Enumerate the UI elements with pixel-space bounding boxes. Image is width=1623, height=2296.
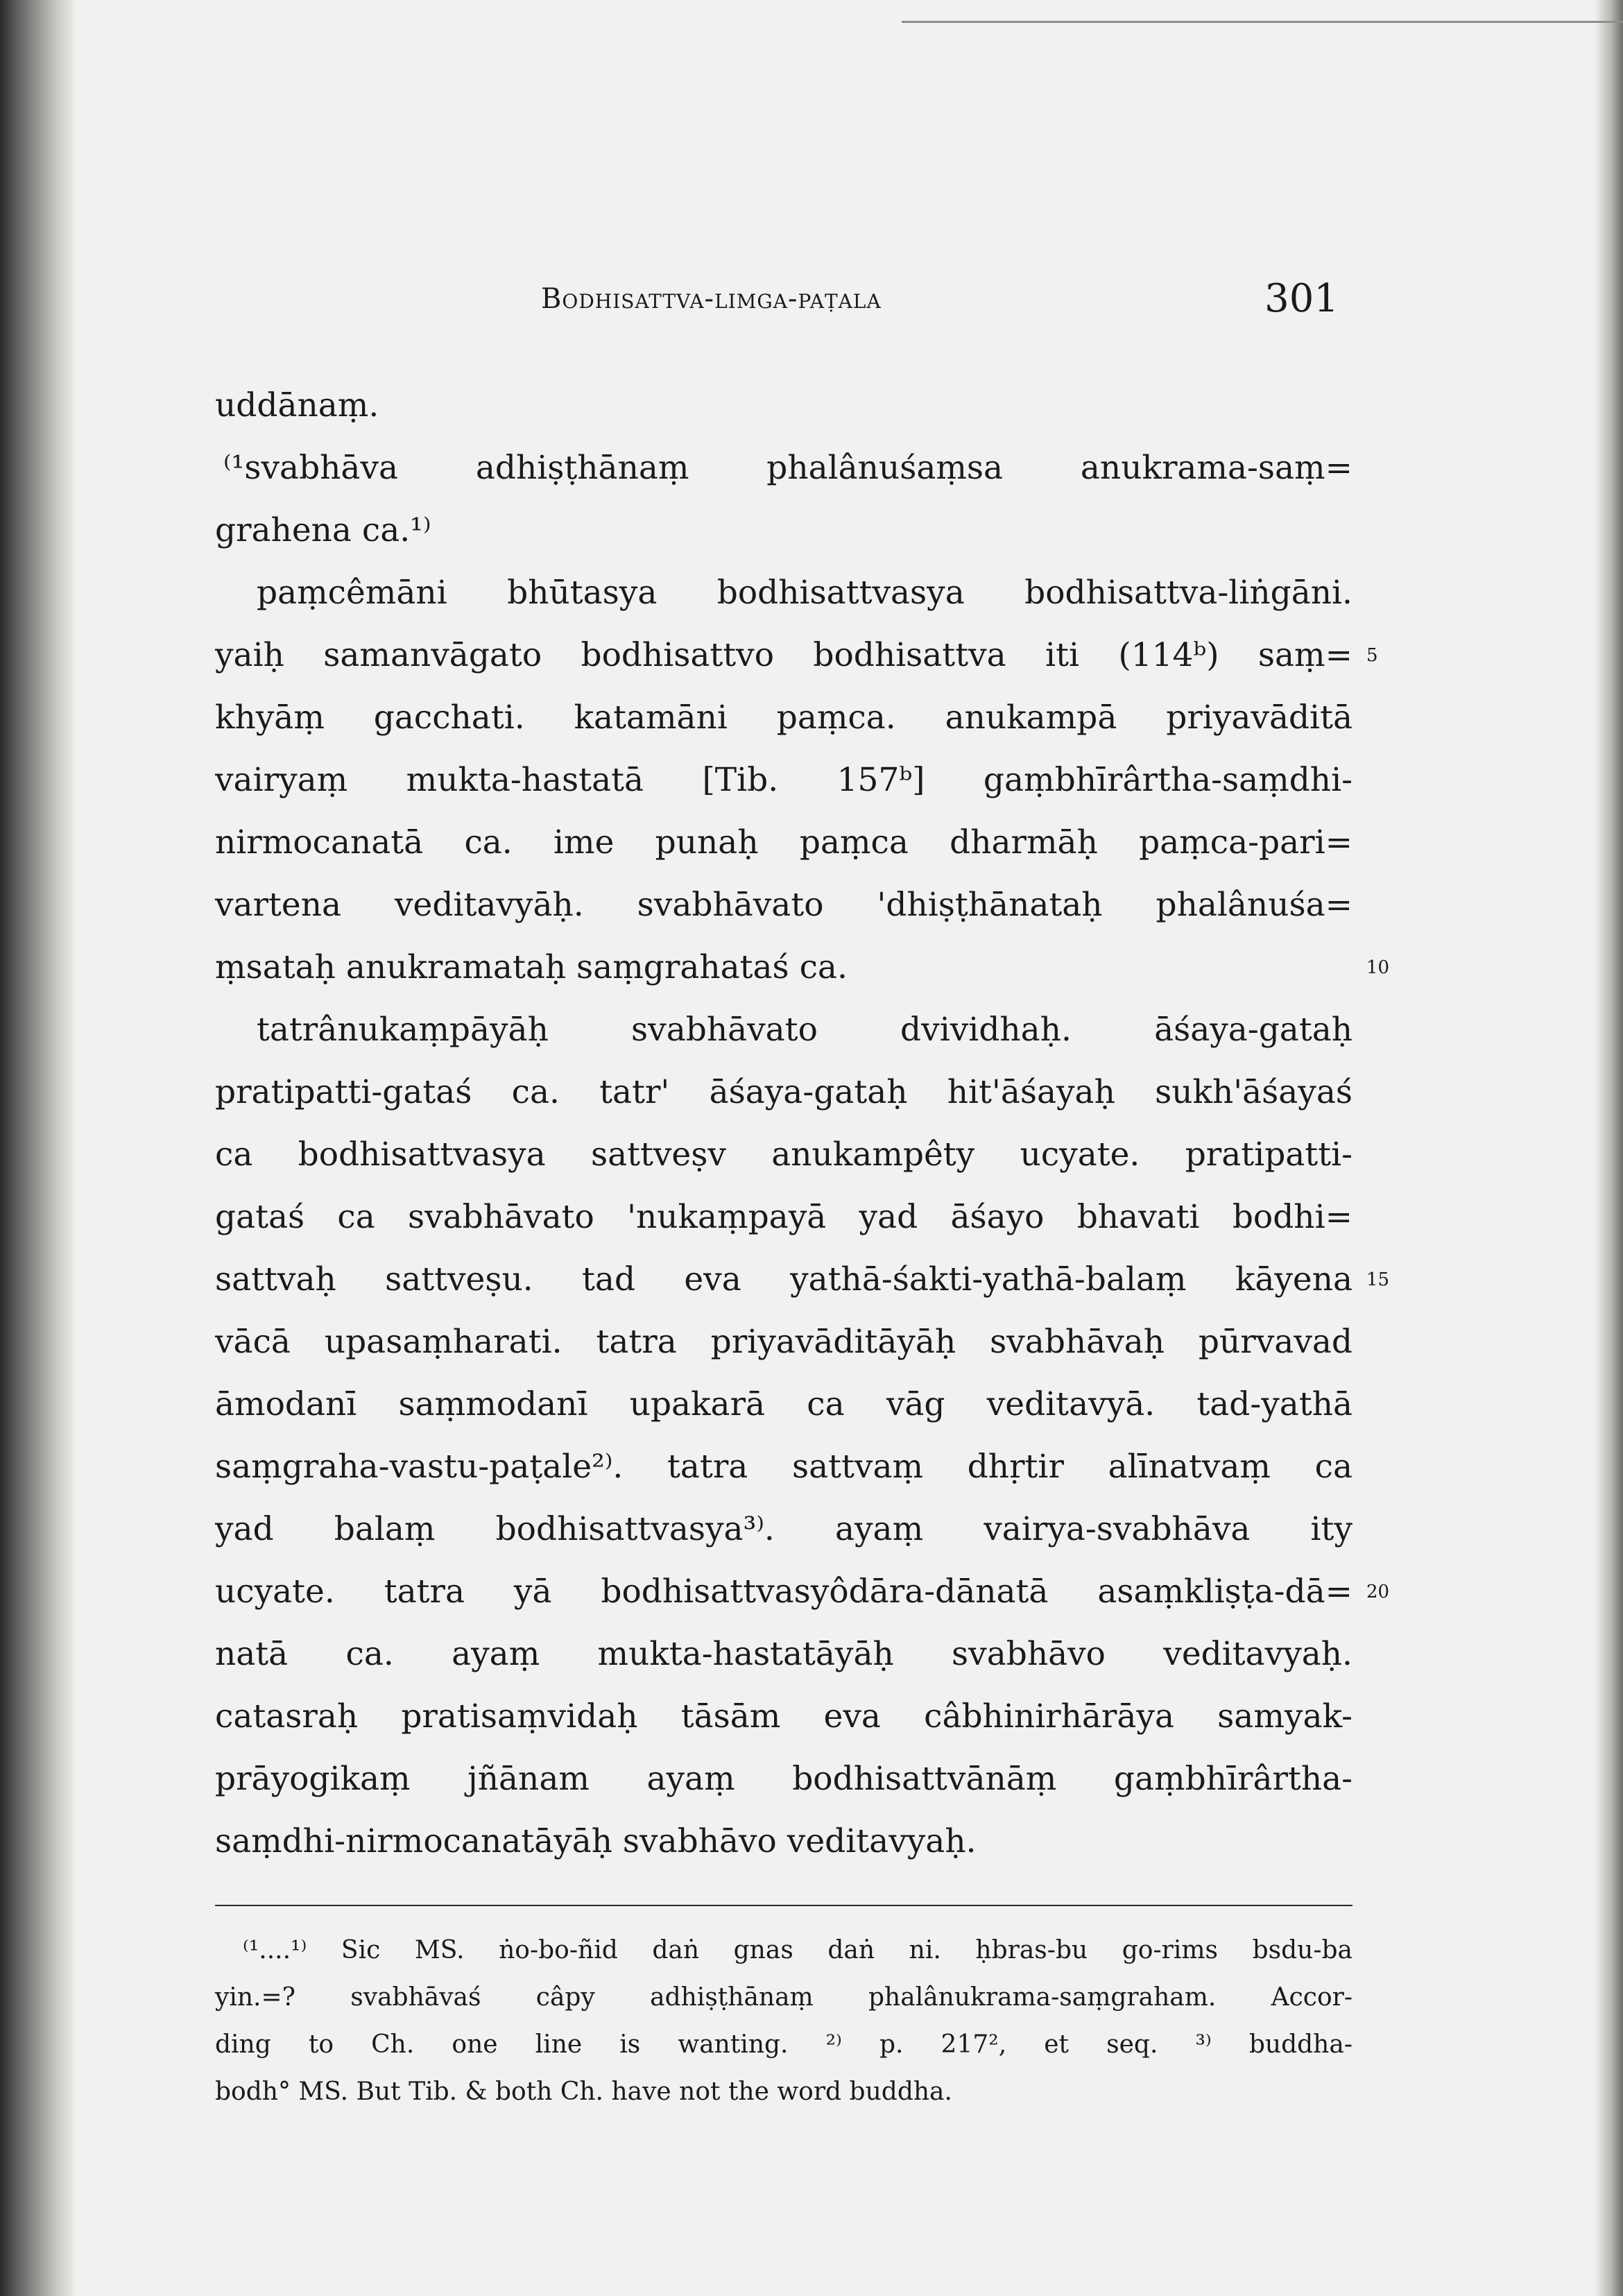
line-number: 5 <box>1366 645 1378 666</box>
main-text <box>215 375 1390 1873</box>
text-line: ca bodhisattvasya sattveṣv anukampêty ucyate. pratipatti- <box>215 1136 1352 1174</box>
text-line: grahena ca.¹⁾ <box>215 511 431 549</box>
footnote-line: ⁽¹....¹⁾ Sic MS. ṅo-bo-ñid daṅ gnas daṅ ni. ḥbras-bu go-rims bsdu-ba <box>243 1936 1352 1964</box>
text-line: saṃgraha-vastu-paṭale²⁾. tatra sattvaṃ dhṛtir alīnatvaṃ ca <box>215 1448 1352 1486</box>
footnote-line: yin.=? svabhāvaś câpy adhiṣṭhānaṃ phalânukrama-saṃgraham. Accor- <box>215 1983 1352 2012</box>
text-line: ucyate. tatra yā bodhisattvasyôdāra-dānatā asaṃkliṣṭa-dā= 20 <box>215 1561 1352 1623</box>
text-line: natā ca. ayaṃ mukta-hastatāyāḥ svabhāvo veditavyaḥ. <box>215 1635 1352 1673</box>
text-line: vācā upasaṃharati. tatra priyavāditāyāḥ svabhāvaḥ pūrvavad <box>215 1323 1352 1361</box>
text-line: sattvaḥ sattveṣu. tad eva yathā-śakti-yathā-balaṃ kāyena 15 <box>215 1249 1352 1311</box>
text-line: yaiḥ samanvāgato bodhisattvo bodhisattva iti (114ᵇ) saṃ= 5 <box>215 624 1352 687</box>
text-line: āmodanī saṃmodanī upakarā ca vāg veditavyā. tad-yathā <box>215 1385 1352 1423</box>
footnotes <box>215 1927 1352 2116</box>
text-line: gataś ca svabhāvato 'nukaṃpayā yad āśayo bhavati bodhi= <box>215 1198 1352 1236</box>
book-page <box>215 271 1390 2116</box>
footnote-line: bodh° MS. But Tib. & both Ch. have not the word buddha. <box>215 2077 952 2106</box>
text-line: khyāṃ gacchati. katamāni paṃca. anukampā priyavāditā <box>215 699 1352 737</box>
text-line: nirmocanatā ca. ime punaḥ paṃca dharmāḥ paṃca-pari= <box>215 823 1352 862</box>
running-title: Bodhisattva-limga-paṭala <box>541 283 882 315</box>
scan-shadow-left <box>0 0 76 2296</box>
page-number: 301 <box>1264 276 1339 321</box>
text-line: ṃsataḥ anukramataḥ saṃgrahataś ca. 10 <box>215 936 1352 999</box>
footnote-line: ding to Ch. one line is wanting. ²⁾ p. 217², et seq. ³⁾ buddha- <box>215 2030 1352 2059</box>
text-line: ⁽¹svabhāva adhiṣṭhānaṃ phalânuśaṃsa anukrama-saṃ= <box>223 449 1352 487</box>
text-line: saṃdhi-nirmocanatāyāḥ svabhāvo veditavyaḥ. <box>215 1822 977 1860</box>
text-line: paṃcêmāni bhūtasya bodhisattvasya bodhisattva-liṅgāni. <box>257 574 1352 612</box>
line-number: 15 <box>1366 1269 1390 1290</box>
text-line: vairyaṃ mukta-hastatā [Tib. 157ᵇ] gaṃbhīrârtha-saṃdhi- <box>215 761 1352 799</box>
text-line: catasraḥ pratisaṃvidaḥ tāsām eva câbhinirhārāya samyak- <box>215 1697 1352 1736</box>
text-line: tatrânukaṃpāyāḥ svabhāvato dvividhaḥ. āśaya-gataḥ <box>257 1011 1352 1049</box>
text-line: pratipatti-gataś ca. tatr' āśaya-gataḥ hit'āśayaḥ sukh'āśayaś <box>215 1073 1352 1111</box>
line-number: 10 <box>1366 957 1390 978</box>
scan-shadow-right <box>1595 0 1623 2296</box>
footnote-rule <box>215 1905 1352 1906</box>
running-head <box>215 271 1352 333</box>
scan-top-line <box>902 21 1623 23</box>
line-number: 20 <box>1366 1582 1390 1602</box>
text-line: uddānaṃ. <box>215 386 379 425</box>
text-line: prāyogikaṃ jñānam ayaṃ bodhisattvānāṃ gaṃbhīrârtha- <box>215 1760 1352 1798</box>
text-line: vartena veditavyāḥ. svabhāvato 'dhiṣṭhānataḥ phalânuśa= <box>215 886 1352 924</box>
text-line: yad balaṃ bodhisattvasya³⁾. ayaṃ vairya-svabhāva ity <box>215 1510 1352 1548</box>
